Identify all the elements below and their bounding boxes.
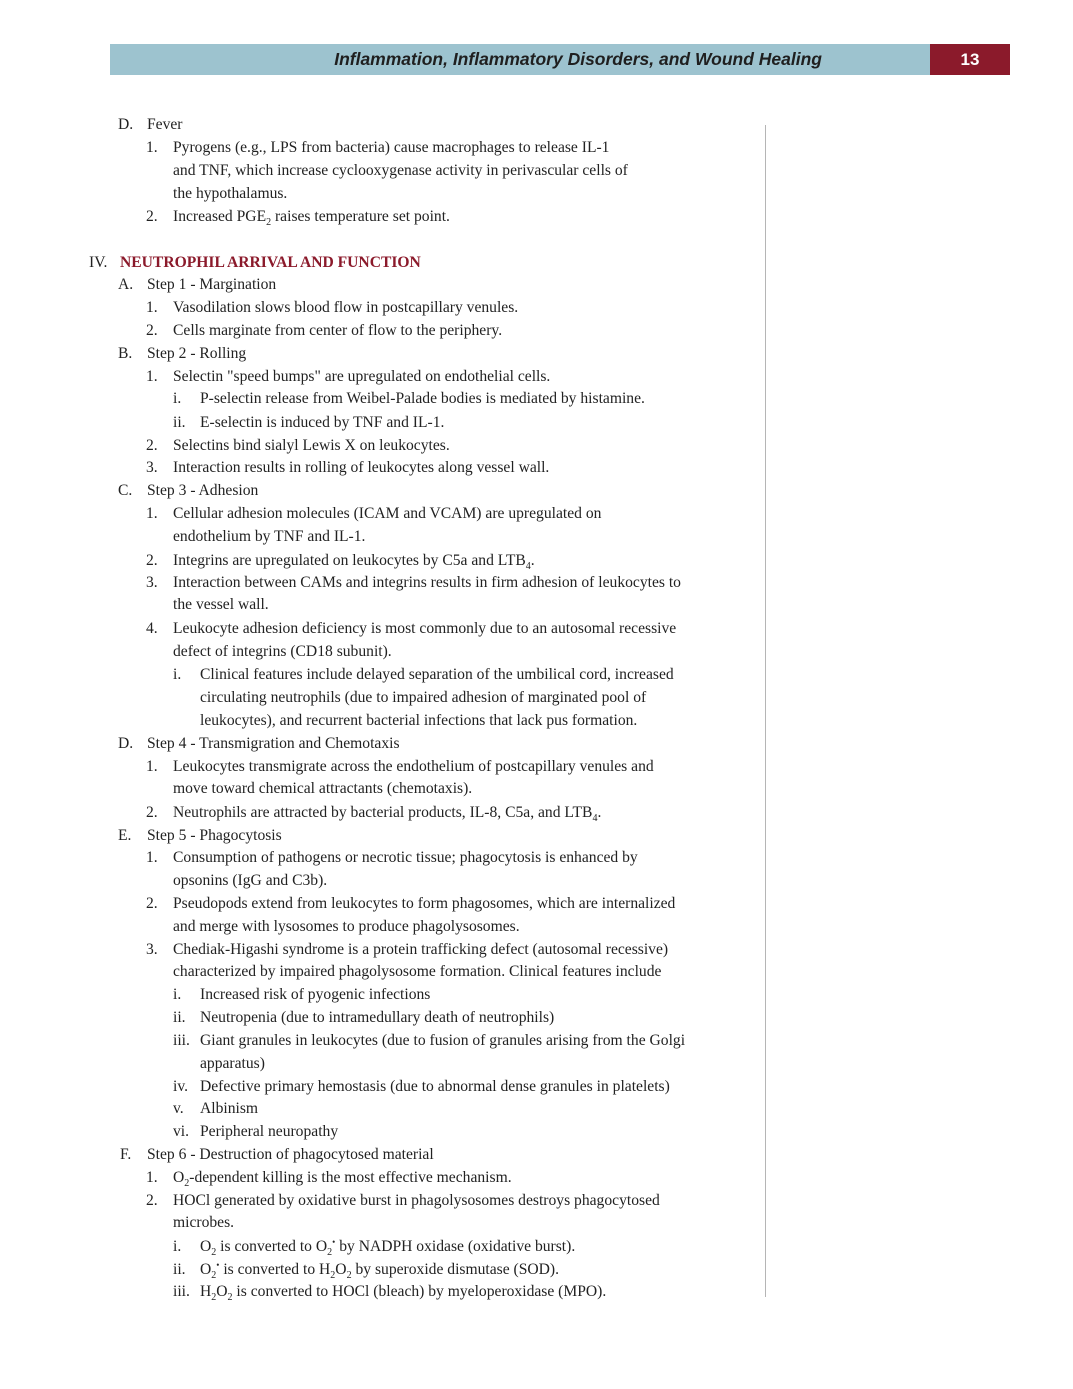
outline-text: E-selectin is induced by TNF and IL-1. bbox=[200, 414, 445, 431]
outline-label: iv. bbox=[173, 1078, 189, 1095]
outline-text bbox=[200, 1260, 559, 1280]
outline-text: Step 4 - Transmigration and Chemotaxis bbox=[147, 735, 400, 752]
outline-text: the hypothalamus. bbox=[173, 185, 288, 202]
outline-label: 1. bbox=[146, 849, 158, 866]
outline-label: iii. bbox=[173, 1032, 190, 1049]
text-fragment: raises temperature set point. bbox=[271, 208, 450, 225]
outline-label: 4. bbox=[146, 620, 158, 637]
outline-text: Increased risk of pyogenic infections bbox=[200, 986, 431, 1003]
text-fragment: Integrins are upregulated on leukocytes by C5a and LTB bbox=[173, 552, 526, 569]
outline-text: Fever bbox=[147, 116, 183, 133]
outline-text: Step 1 - Margination bbox=[147, 276, 277, 293]
text-fragment: is converted to O bbox=[216, 1238, 328, 1255]
outline-label: E. bbox=[118, 827, 132, 844]
outline-text: Giant granules in leukocytes (due to fusion of granules arising from the Golgi bbox=[200, 1032, 686, 1049]
text-fragment: 2 bbox=[266, 217, 272, 228]
outline-text: Chediak-Higashi syndrome is a protein trafficking defect (autosomal recessive) bbox=[173, 941, 669, 958]
outline-text: P-selectin release from Weibel-Palade bodies is mediated by histamine. bbox=[200, 390, 645, 407]
outline-label: v. bbox=[173, 1100, 184, 1117]
outline-label: IV. bbox=[89, 254, 108, 271]
outline-label: 3. bbox=[146, 574, 158, 591]
outline-text: Neutropenia (due to intramedullary death of neutrophils) bbox=[200, 1009, 555, 1026]
outline-label: 3. bbox=[146, 459, 158, 476]
outline-label: i. bbox=[173, 986, 182, 1003]
page-number: 13 bbox=[930, 44, 1010, 75]
outline-text bbox=[200, 1282, 606, 1302]
text-fragment: by superoxide dismutase (SOD). bbox=[351, 1261, 560, 1278]
outline-text bbox=[173, 803, 601, 823]
text-fragment: O bbox=[200, 1238, 212, 1255]
outline-label: 1. bbox=[146, 758, 158, 775]
outline-label: F. bbox=[120, 1146, 132, 1163]
outline-text: characterized by impaired phagolysosome formation. Clinical features include bbox=[173, 963, 662, 980]
text-fragment: 2 bbox=[346, 1270, 352, 1281]
text-fragment: 2 bbox=[184, 1178, 190, 1189]
outline-label: 2. bbox=[146, 895, 158, 912]
outline-label: 2. bbox=[146, 322, 158, 339]
outline-text: apparatus) bbox=[200, 1055, 265, 1072]
outline-text: Consumption of pathogens or necrotic tissue; phagocytosis is enhanced by bbox=[173, 849, 638, 866]
outline-label: iii. bbox=[173, 1283, 190, 1300]
outline-text: Step 3 - Adhesion bbox=[147, 482, 259, 499]
text-fragment: . bbox=[530, 552, 535, 569]
text-fragment: O bbox=[335, 1261, 347, 1278]
margin-rule bbox=[765, 125, 766, 1297]
text-fragment: O bbox=[173, 1169, 185, 1186]
outline-text: Selectins bind sialyl Lewis X on leukocytes. bbox=[173, 437, 450, 454]
outline-label: D. bbox=[118, 735, 134, 752]
outline-text: Step 2 - Rolling bbox=[147, 345, 247, 362]
text-fragment: . bbox=[597, 804, 602, 821]
outline-text: Cells marginate from center of flow to the periphery. bbox=[173, 322, 503, 339]
outline-text: leukocytes), and recurrent bacterial infections that lack pus formation. bbox=[200, 712, 638, 729]
outline-label: 2. bbox=[146, 208, 158, 225]
outline-text bbox=[173, 1168, 512, 1188]
outline-text: Clinical features include delayed separation of the umbilical cord, increased bbox=[200, 666, 674, 683]
outline-label: 1. bbox=[146, 1169, 158, 1186]
outline-label: 2. bbox=[146, 552, 158, 569]
text-fragment: Neutrophils are attracted by bacterial products, IL-8, C5a, and LTB bbox=[173, 804, 593, 821]
text-fragment: 2 bbox=[227, 1292, 233, 1303]
text-fragment: 2 bbox=[330, 1270, 336, 1281]
outline-text: Interaction results in rolling of leukocytes along vessel wall. bbox=[173, 459, 550, 476]
outline-label: C. bbox=[118, 482, 133, 499]
outline-text: Interaction between CAMs and integrins results in firm adhesion of leukocytes to bbox=[173, 574, 681, 591]
outline-text: defect of integrins (CD18 subunit). bbox=[173, 643, 392, 660]
text-fragment: 2 bbox=[211, 1270, 217, 1281]
outline-label: i. bbox=[173, 666, 182, 683]
text-fragment: O bbox=[200, 1261, 212, 1278]
outline-label: D. bbox=[118, 116, 134, 133]
text-fragment: 2 bbox=[327, 1247, 333, 1258]
outline-label: i. bbox=[173, 1238, 182, 1255]
outline-text: and merge with lysosomes to produce phagolysosomes. bbox=[173, 918, 520, 935]
outline-label: ii. bbox=[173, 1261, 186, 1278]
outline-text: Cellular adhesion molecules (ICAM and VCAM) are upregulated on bbox=[173, 505, 602, 522]
text-fragment: is converted to HOCl (bleach) by myeloperoxidase (MPO). bbox=[232, 1283, 607, 1300]
outline-text: Step 5 - Phagocytosis bbox=[147, 827, 282, 844]
outline-label: 2. bbox=[146, 804, 158, 821]
text-fragment: by NADPH oxidase (oxidative burst). bbox=[335, 1238, 576, 1255]
text-fragment: -dependent killing is the most effective mechanism. bbox=[189, 1169, 512, 1186]
outline-text: Defective primary hemostasis (due to abnormal dense granules in platelets) bbox=[200, 1078, 670, 1095]
outline-text bbox=[173, 207, 450, 227]
outline-text: Step 6 - Destruction of phagocytosed material bbox=[147, 1146, 434, 1163]
outline-text: NEUTROPHIL ARRIVAL AND FUNCTION bbox=[120, 254, 421, 271]
outline-label: 3. bbox=[146, 941, 158, 958]
outline-label: B. bbox=[118, 345, 133, 362]
text-fragment: • bbox=[332, 1237, 336, 1247]
text-fragment: Increased PGE bbox=[173, 208, 267, 225]
outline-label: 1. bbox=[146, 368, 158, 385]
outline-text: Peripheral neuropathy bbox=[200, 1123, 339, 1140]
outline-label: A. bbox=[118, 276, 134, 293]
outline-text: endothelium by TNF and IL-1. bbox=[173, 528, 366, 545]
outline-text: move toward chemical attractants (chemotaxis). bbox=[173, 780, 473, 797]
text-fragment: is converted to H bbox=[219, 1261, 331, 1278]
outline-text: Pseudopods extend from leukocytes to form phagosomes, which are internalized bbox=[173, 895, 676, 912]
outline-label: 1. bbox=[146, 505, 158, 522]
outline-label: ii. bbox=[173, 414, 186, 431]
outline-text: Leukocyte adhesion deficiency is most commonly due to an autosomal recessive bbox=[173, 620, 677, 637]
text-fragment: 2 bbox=[211, 1292, 217, 1303]
outline-text bbox=[173, 551, 535, 571]
outline-text bbox=[200, 1237, 575, 1257]
outline-text: Vasodilation slows blood flow in postcapillary venules. bbox=[173, 299, 519, 316]
outline-label: vi. bbox=[173, 1123, 190, 1140]
outline-text: Leukocytes transmigrate across the endothelium of postcapillary venules and bbox=[173, 758, 654, 775]
text-fragment: H bbox=[200, 1283, 212, 1300]
outline-text: Selectin "speed bumps" are upregulated on endothelial cells. bbox=[173, 368, 551, 385]
outline-text: the vessel wall. bbox=[173, 596, 269, 613]
text-fragment: 4 bbox=[525, 561, 531, 572]
text-fragment: 4 bbox=[592, 813, 598, 824]
outline-label: 2. bbox=[146, 1192, 158, 1209]
outline-label: 2. bbox=[146, 437, 158, 454]
outline-label: ii. bbox=[173, 1009, 186, 1026]
outline-text: and TNF, which increase cyclooxygenase activity in perivascular cells of bbox=[173, 162, 628, 179]
outline-text: opsonins (IgG and C3b). bbox=[173, 872, 328, 889]
outline-text: circulating neutrophils (due to impaired adhesion of marginated pool of bbox=[200, 689, 647, 706]
outline-text: microbes. bbox=[173, 1214, 235, 1231]
text-fragment: 2 bbox=[211, 1247, 217, 1258]
running-header-title: Inflammation, Inflammatory Disorders, and Wound Healing bbox=[334, 49, 822, 69]
outline-text: HOCl generated by oxidative burst in phagolysosomes destroys phagocytosed bbox=[173, 1192, 660, 1209]
outline-text: Pyrogens (e.g., LPS from bacteria) cause macrophages to release IL-1 bbox=[173, 139, 610, 156]
text-fragment: • bbox=[216, 1260, 220, 1270]
outline-label: i. bbox=[173, 390, 182, 407]
outline-label: 1. bbox=[146, 139, 158, 156]
outline-text: Albinism bbox=[200, 1100, 259, 1117]
outline-label: 1. bbox=[146, 299, 158, 316]
text-fragment: O bbox=[216, 1283, 228, 1300]
